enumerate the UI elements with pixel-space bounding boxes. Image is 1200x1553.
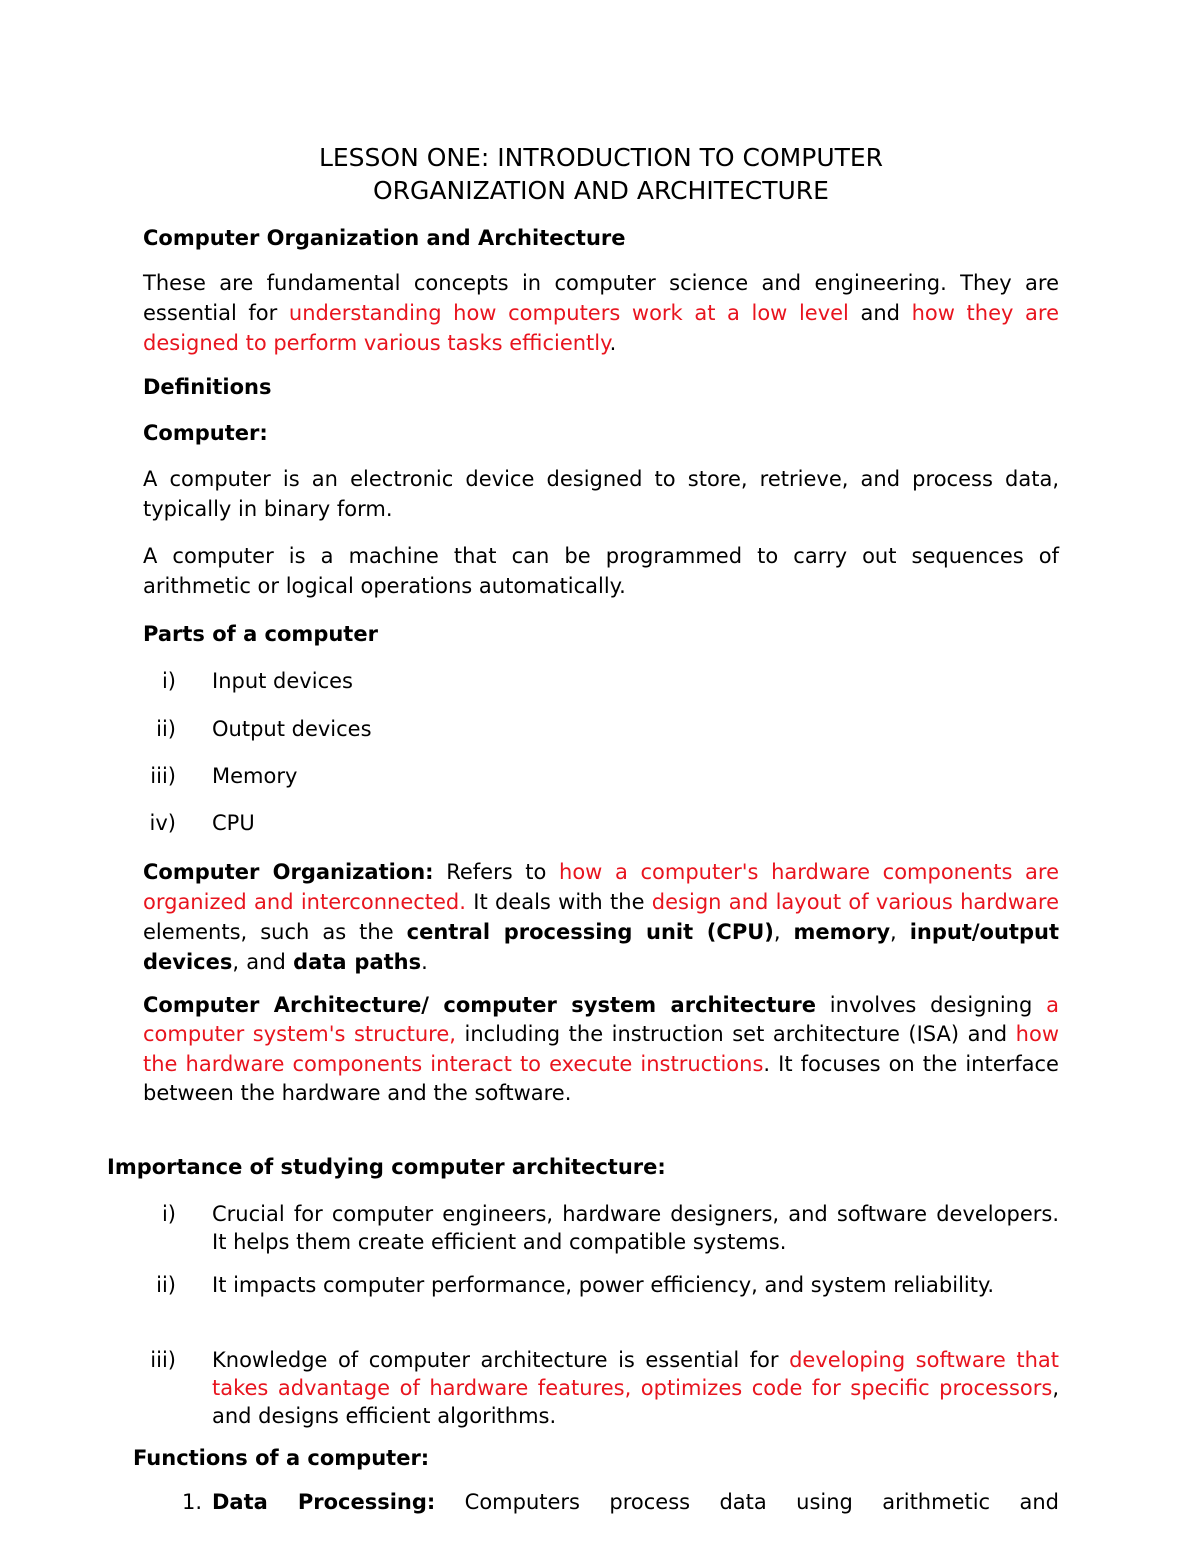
organization-text-1: Refers to <box>433 860 560 884</box>
page-title <box>143 141 1059 207</box>
intro-text-3: . <box>609 331 617 355</box>
function-term: Data Processing: <box>212 1490 436 1514</box>
organization-text-6: , and <box>232 950 294 974</box>
function-text: Computers process data using arithmetic and <box>435 1490 1059 1514</box>
organization-bold-cpu: central processing unit (CPU) <box>406 920 774 944</box>
title-line-1: LESSON ONE: INTRODUCTION TO COMPUTER <box>318 143 884 172</box>
intro-highlight-2: how they are designed to perform various tasks efficiently <box>143 301 1060 355</box>
organization-highlight-2: design and layout of various hardware <box>651 890 1059 914</box>
list-text-highlight: developing software that takes advantage of hardware features, optimizes code for specific processors <box>212 1348 1059 1400</box>
architecture-text-1: involves designing <box>816 993 1047 1017</box>
list-number: i) <box>161 1202 176 1226</box>
architecture-highlight-2: how the hardware components interact to execute instructions <box>143 1022 1059 1076</box>
list-label: CPU <box>212 811 255 835</box>
computer-definition-1: A computer is an electronic device designed to store, retrieve, and process data, typically in binary form. <box>143 467 1059 521</box>
architecture-paragraph <box>143 991 1059 1108</box>
architecture-term: Computer Architecture/ computer system architecture <box>143 993 816 1017</box>
list-number: 1. <box>181 1490 202 1514</box>
architecture-text-3: . It focuses on the interface between the hardware and the software. <box>143 1051 1059 1105</box>
list-text: Crucial for computer engineers, hardware designers, and software developers. It helps them create efficient and compatible systems. <box>212 1202 1059 1254</box>
list-number: iii) <box>150 764 176 788</box>
architecture-highlight-1: a computer system's structure, <box>143 993 1059 1047</box>
list-number: iii) <box>150 1348 176 1372</box>
organization-paragraph <box>143 857 1059 977</box>
list-label: Output devices <box>212 717 372 741</box>
intro-text-2: and <box>848 301 912 325</box>
organization-text-3: elements, such as the <box>143 920 407 944</box>
importance-heading: Importance of studying computer architecture: <box>107 1155 666 1179</box>
organization-text-2: It deals with the <box>465 890 652 914</box>
organization-bold-io: input/output devices <box>143 920 1059 974</box>
parts-heading: Parts of a computer <box>143 622 378 646</box>
list-label: Memory <box>212 764 298 788</box>
intro-highlight-1: understanding how computers work at a low level <box>288 301 849 325</box>
computer-definition-2: A computer is a machine that can be programmed to carry out sequences of arithmetic or logical operations automatically. <box>143 544 1059 598</box>
architecture-text-2: including the instruction set architecture (ISA) and <box>455 1022 1016 1047</box>
organization-text-7: . <box>421 950 428 974</box>
intro-text-1: These are fundamental concepts in computer science and engineering. They are essential for <box>143 271 1059 325</box>
organization-highlight-1: how a computer's hardware components are organized and interconnected. <box>143 860 1059 914</box>
list-number: ii) <box>156 717 176 741</box>
list-number: i) <box>161 669 176 693</box>
definitions-heading: Definitions <box>143 375 272 399</box>
list-number: iv) <box>149 811 176 835</box>
organization-bold-memory: memory <box>793 920 891 944</box>
organization-term: Computer Organization: <box>143 860 434 884</box>
intro-paragraph <box>143 268 1059 358</box>
list-text: It impacts computer performance, power efficiency, and system reliability. <box>212 1273 995 1297</box>
list-text <box>212 1346 1059 1430</box>
title-line-2: ORGANIZATION AND ARCHITECTURE <box>373 176 829 205</box>
list-label: Input devices <box>212 669 353 693</box>
list-text-part-2: , and designs efficient algorithms. <box>212 1376 1059 1428</box>
list-number: ii) <box>156 1273 176 1297</box>
organization-bold-datapaths: data paths <box>293 950 422 974</box>
functions-heading: Functions of a computer: <box>133 1446 430 1470</box>
organization-text-4: , <box>773 920 794 944</box>
list-text-part-1: Knowledge of computer architecture is essential for <box>212 1348 790 1372</box>
section-heading: Computer Organization and Architecture <box>143 226 626 250</box>
organization-text-5: , <box>890 920 910 944</box>
list-text <box>212 1488 1059 1516</box>
computer-heading: Computer: <box>143 421 268 445</box>
